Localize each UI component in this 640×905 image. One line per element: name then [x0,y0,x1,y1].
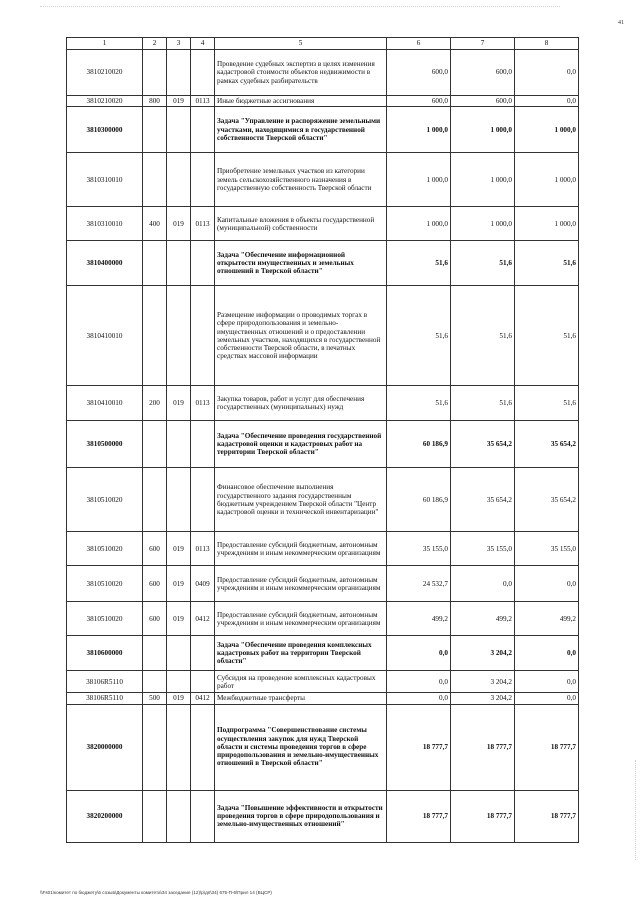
expense-type-cell: 500 [143,693,167,704]
amount-year3-cell: 51,6 [515,386,579,421]
section-cell [191,50,215,96]
expense-type-cell [143,107,167,153]
amount-year2-cell: 3 204,2 [451,636,515,671]
amount-year1-cell: 18 777,7 [387,790,451,842]
department-cell: 019 [167,386,191,421]
table-row [67,602,579,636]
expense-type-cell [143,636,167,671]
header-cell: 5 [215,38,387,50]
section-cell [191,241,215,286]
amount-year2-cell: 51,6 [451,241,515,286]
target-code-cell: 3810210020 [67,50,143,96]
amount-year3-cell: 0,0 [515,636,579,671]
item-name-cell: Закупка товаров, работ и услуг для обеспечения государственных (муниципальных) нужд [215,386,387,421]
target-code-cell: 3810310010 [67,153,143,207]
department-cell [167,790,191,842]
department-cell [167,704,191,790]
amount-year1-cell: 60 186,9 [387,421,451,468]
section-cell: 0412 [191,602,215,636]
expense-type-cell [143,153,167,207]
amount-year2-cell: 35 654,2 [451,468,515,532]
item-name-cell: Задача "Обеспечение проведения комплексных кадастровых работ на территории Тверской области" [215,636,387,671]
table-row [67,286,579,386]
expense-type-cell: 600 [143,602,167,636]
amount-year1-cell: 600,0 [387,96,451,107]
section-cell [191,421,215,468]
item-name-cell: Финансовое обеспечение выполнения государственного задания государственным бюджетным учреждением Тверской области "Центр кадастровой оценки и технической инвентаризации" [215,468,387,532]
amount-year1-cell: 1 000,0 [387,153,451,207]
amount-year3-cell: 0,0 [515,50,579,96]
table-row [67,693,579,704]
department-cell [167,468,191,532]
table-row [67,386,579,421]
header-cell: 3 [167,38,191,50]
amount-year1-cell: 18 777,7 [387,704,451,790]
department-cell [167,671,191,693]
expense-type-cell [143,704,167,790]
amount-year3-cell: 0,0 [515,671,579,693]
table-row [67,241,579,286]
target-code-cell: 3810500000 [67,421,143,468]
amount-year3-cell: 1 000,0 [515,153,579,207]
expense-type-cell [143,286,167,386]
department-cell: 019 [167,96,191,107]
amount-year2-cell: 51,6 [451,286,515,386]
item-name-cell: Размещение информации о проводимых торгах в сфере природопользования и земельно-имущественных отношений и о предоставлении земельных участков, находящихся в государственной собственности Тверской области, в печатных средствах массовой информации [215,286,387,386]
table-row [67,566,579,602]
amount-year2-cell: 1 000,0 [451,107,515,153]
section-cell [191,704,215,790]
item-name-cell: Задача "Обеспечение проведения государственной кадастровой оценки и кадастровых работ на территории Тверской области" [215,421,387,468]
amount-year2-cell: 600,0 [451,50,515,96]
item-name-cell: Иные бюджетные ассигнования [215,96,387,107]
department-cell: 019 [167,566,191,602]
amount-year3-cell: 0,0 [515,96,579,107]
item-name-cell: Капитальные вложения в объекты государственной (муниципальной) собственности [215,207,387,241]
table-row [67,790,579,842]
amount-year3-cell: 499,2 [515,602,579,636]
department-cell [167,153,191,207]
expense-type-cell: 800 [143,96,167,107]
amount-year1-cell: 51,6 [387,386,451,421]
table-row [67,704,579,790]
amount-year1-cell: 60 186,9 [387,468,451,532]
table-header-row [67,38,579,50]
section-cell [191,636,215,671]
amount-year3-cell: 18 777,7 [515,704,579,790]
amount-year3-cell: 1 000,0 [515,207,579,241]
target-code-cell: 3810310010 [67,207,143,241]
item-name-cell: Подпрограмма "Совершенствование системы осуществления закупок для нужд Тверской области и системы проведения торгов в сфере природопользования и земельно-имущественных отношений в Тверской области" [215,704,387,790]
amount-year1-cell: 0,0 [387,693,451,704]
target-code-cell: 3810510020 [67,532,143,566]
amount-year2-cell: 18 777,7 [451,704,515,790]
amount-year2-cell: 0,0 [451,566,515,602]
amount-year1-cell: 51,6 [387,241,451,286]
department-cell [167,50,191,96]
department-cell [167,636,191,671]
table-row [67,207,579,241]
target-code-cell: 3810300000 [67,107,143,153]
item-name-cell: Задача "Управление и распоряжение земельными участками, находящимися в государственной собственности Тверской области" [215,107,387,153]
amount-year3-cell: 1 000,0 [515,107,579,153]
section-cell [191,153,215,207]
amount-year1-cell: 1 000,0 [387,107,451,153]
expense-type-cell: 200 [143,386,167,421]
section-cell [191,107,215,153]
amount-year1-cell: 51,6 [387,286,451,386]
item-name-cell: Предоставление субсидий бюджетным, автономным учреждениям и иным некоммерческим организациям [215,566,387,602]
amount-year1-cell: 1 000,0 [387,207,451,241]
table-row [67,468,579,532]
target-code-cell: 38106R5110 [67,671,143,693]
expense-type-cell [143,671,167,693]
header-cell: 2 [143,38,167,50]
table-row [67,96,579,107]
section-cell [191,790,215,842]
header-cell: 6 [387,38,451,50]
amount-year2-cell: 3 204,2 [451,671,515,693]
item-name-cell: Приобретение земельных участков из категории земель сельскохозяйственного назначения в государственную собственность Тверской области [215,153,387,207]
department-cell: 019 [167,602,191,636]
target-code-cell: 3810510020 [67,602,143,636]
section-cell: 0113 [191,207,215,241]
scan-artifact [40,6,560,9]
expense-type-cell [143,468,167,532]
amount-year1-cell: 0,0 [387,636,451,671]
target-code-cell: 38106R5110 [67,693,143,704]
amount-year3-cell: 51,6 [515,286,579,386]
department-cell: 019 [167,532,191,566]
amount-year2-cell: 35 654,2 [451,421,515,468]
amount-year3-cell: 51,6 [515,241,579,286]
header-cell: 7 [451,38,515,50]
table-row [67,107,579,153]
amount-year2-cell: 3 204,2 [451,693,515,704]
item-name-cell: Задача "Повышение эффективности и открытости проведения торгов в сфере природопользования и земельно-имущественных отношений" [215,790,387,842]
department-cell [167,286,191,386]
target-code-cell: 3820000000 [67,704,143,790]
table-row [67,421,579,468]
amount-year3-cell: 35 654,2 [515,421,579,468]
amount-year2-cell: 499,2 [451,602,515,636]
section-cell: 0412 [191,693,215,704]
department-cell [167,107,191,153]
amount-year3-cell: 18 777,7 [515,790,579,842]
item-name-cell: Предоставление субсидий бюджетным, автономным учреждениям и иным некоммерческим организациям [215,532,387,566]
target-code-cell: 3810210020 [67,96,143,107]
section-cell: 0409 [191,566,215,602]
table-row [67,671,579,693]
page-number: 41 [618,20,624,26]
table-row [67,532,579,566]
item-name-cell: Межбюджетные трансферты [215,693,387,704]
budget-table [66,37,579,843]
target-code-cell: 3810600000 [67,636,143,671]
target-code-cell: 3810510020 [67,468,143,532]
target-code-cell: 3810410010 [67,386,143,421]
amount-year1-cell: 600,0 [387,50,451,96]
expense-type-cell: 600 [143,566,167,602]
section-cell: 0113 [191,96,215,107]
amount-year3-cell: 0,0 [515,693,579,704]
expense-type-cell [143,790,167,842]
amount-year3-cell: 35 654,2 [515,468,579,532]
header-cell: 8 [515,38,579,50]
section-cell [191,671,215,693]
file-path-footer: \\Fs01\комитет по бюджету\6 созыв\Документы комитета\34 заседание (12)\р\дп\34) 675-П-6\Прил 14 (ВЦСР) [40,890,272,895]
section-cell [191,286,215,386]
target-code-cell: 3810510020 [67,566,143,602]
amount-year2-cell: 51,6 [451,386,515,421]
department-cell: 019 [167,207,191,241]
section-cell: 0113 [191,386,215,421]
table-row [67,636,579,671]
scan-edge-mark [634,760,636,860]
amount-year2-cell: 1 000,0 [451,207,515,241]
expense-type-cell [143,241,167,286]
amount-year1-cell: 0,0 [387,671,451,693]
header-cell: 4 [191,38,215,50]
header-cell: 1 [67,38,143,50]
department-cell [167,421,191,468]
amount-year2-cell: 600,0 [451,96,515,107]
amount-year3-cell: 35 155,0 [515,532,579,566]
amount-year1-cell: 499,2 [387,602,451,636]
amount-year3-cell: 0,0 [515,566,579,602]
expense-type-cell [143,50,167,96]
table-row [67,153,579,207]
department-cell: 019 [167,693,191,704]
section-cell: 0113 [191,532,215,566]
amount-year2-cell: 18 777,7 [451,790,515,842]
target-code-cell: 3810400000 [67,241,143,286]
item-name-cell: Предоставление субсидий бюджетным, автономным учреждениям и иным некоммерческим организациям [215,602,387,636]
target-code-cell: 3810410010 [67,286,143,386]
amount-year2-cell: 1 000,0 [451,153,515,207]
expense-type-cell: 600 [143,532,167,566]
amount-year2-cell: 35 155,0 [451,532,515,566]
department-cell [167,241,191,286]
table-row [67,50,579,96]
item-name-cell: Задача "Обеспечение информационной открытости имущественных и земельных отношений в Тверской области" [215,241,387,286]
expense-type-cell: 400 [143,207,167,241]
amount-year1-cell: 35 155,0 [387,532,451,566]
amount-year1-cell: 24 532,7 [387,566,451,602]
expense-type-cell [143,421,167,468]
item-name-cell: Субсидия на проведение комплексных кадастровых работ [215,671,387,693]
item-name-cell: Проведение судебных экспертиз в целях изменения кадастровой стоимости объектов недвижимости в рамках судебных разбирательств [215,50,387,96]
target-code-cell: 3820200000 [67,790,143,842]
section-cell [191,468,215,532]
